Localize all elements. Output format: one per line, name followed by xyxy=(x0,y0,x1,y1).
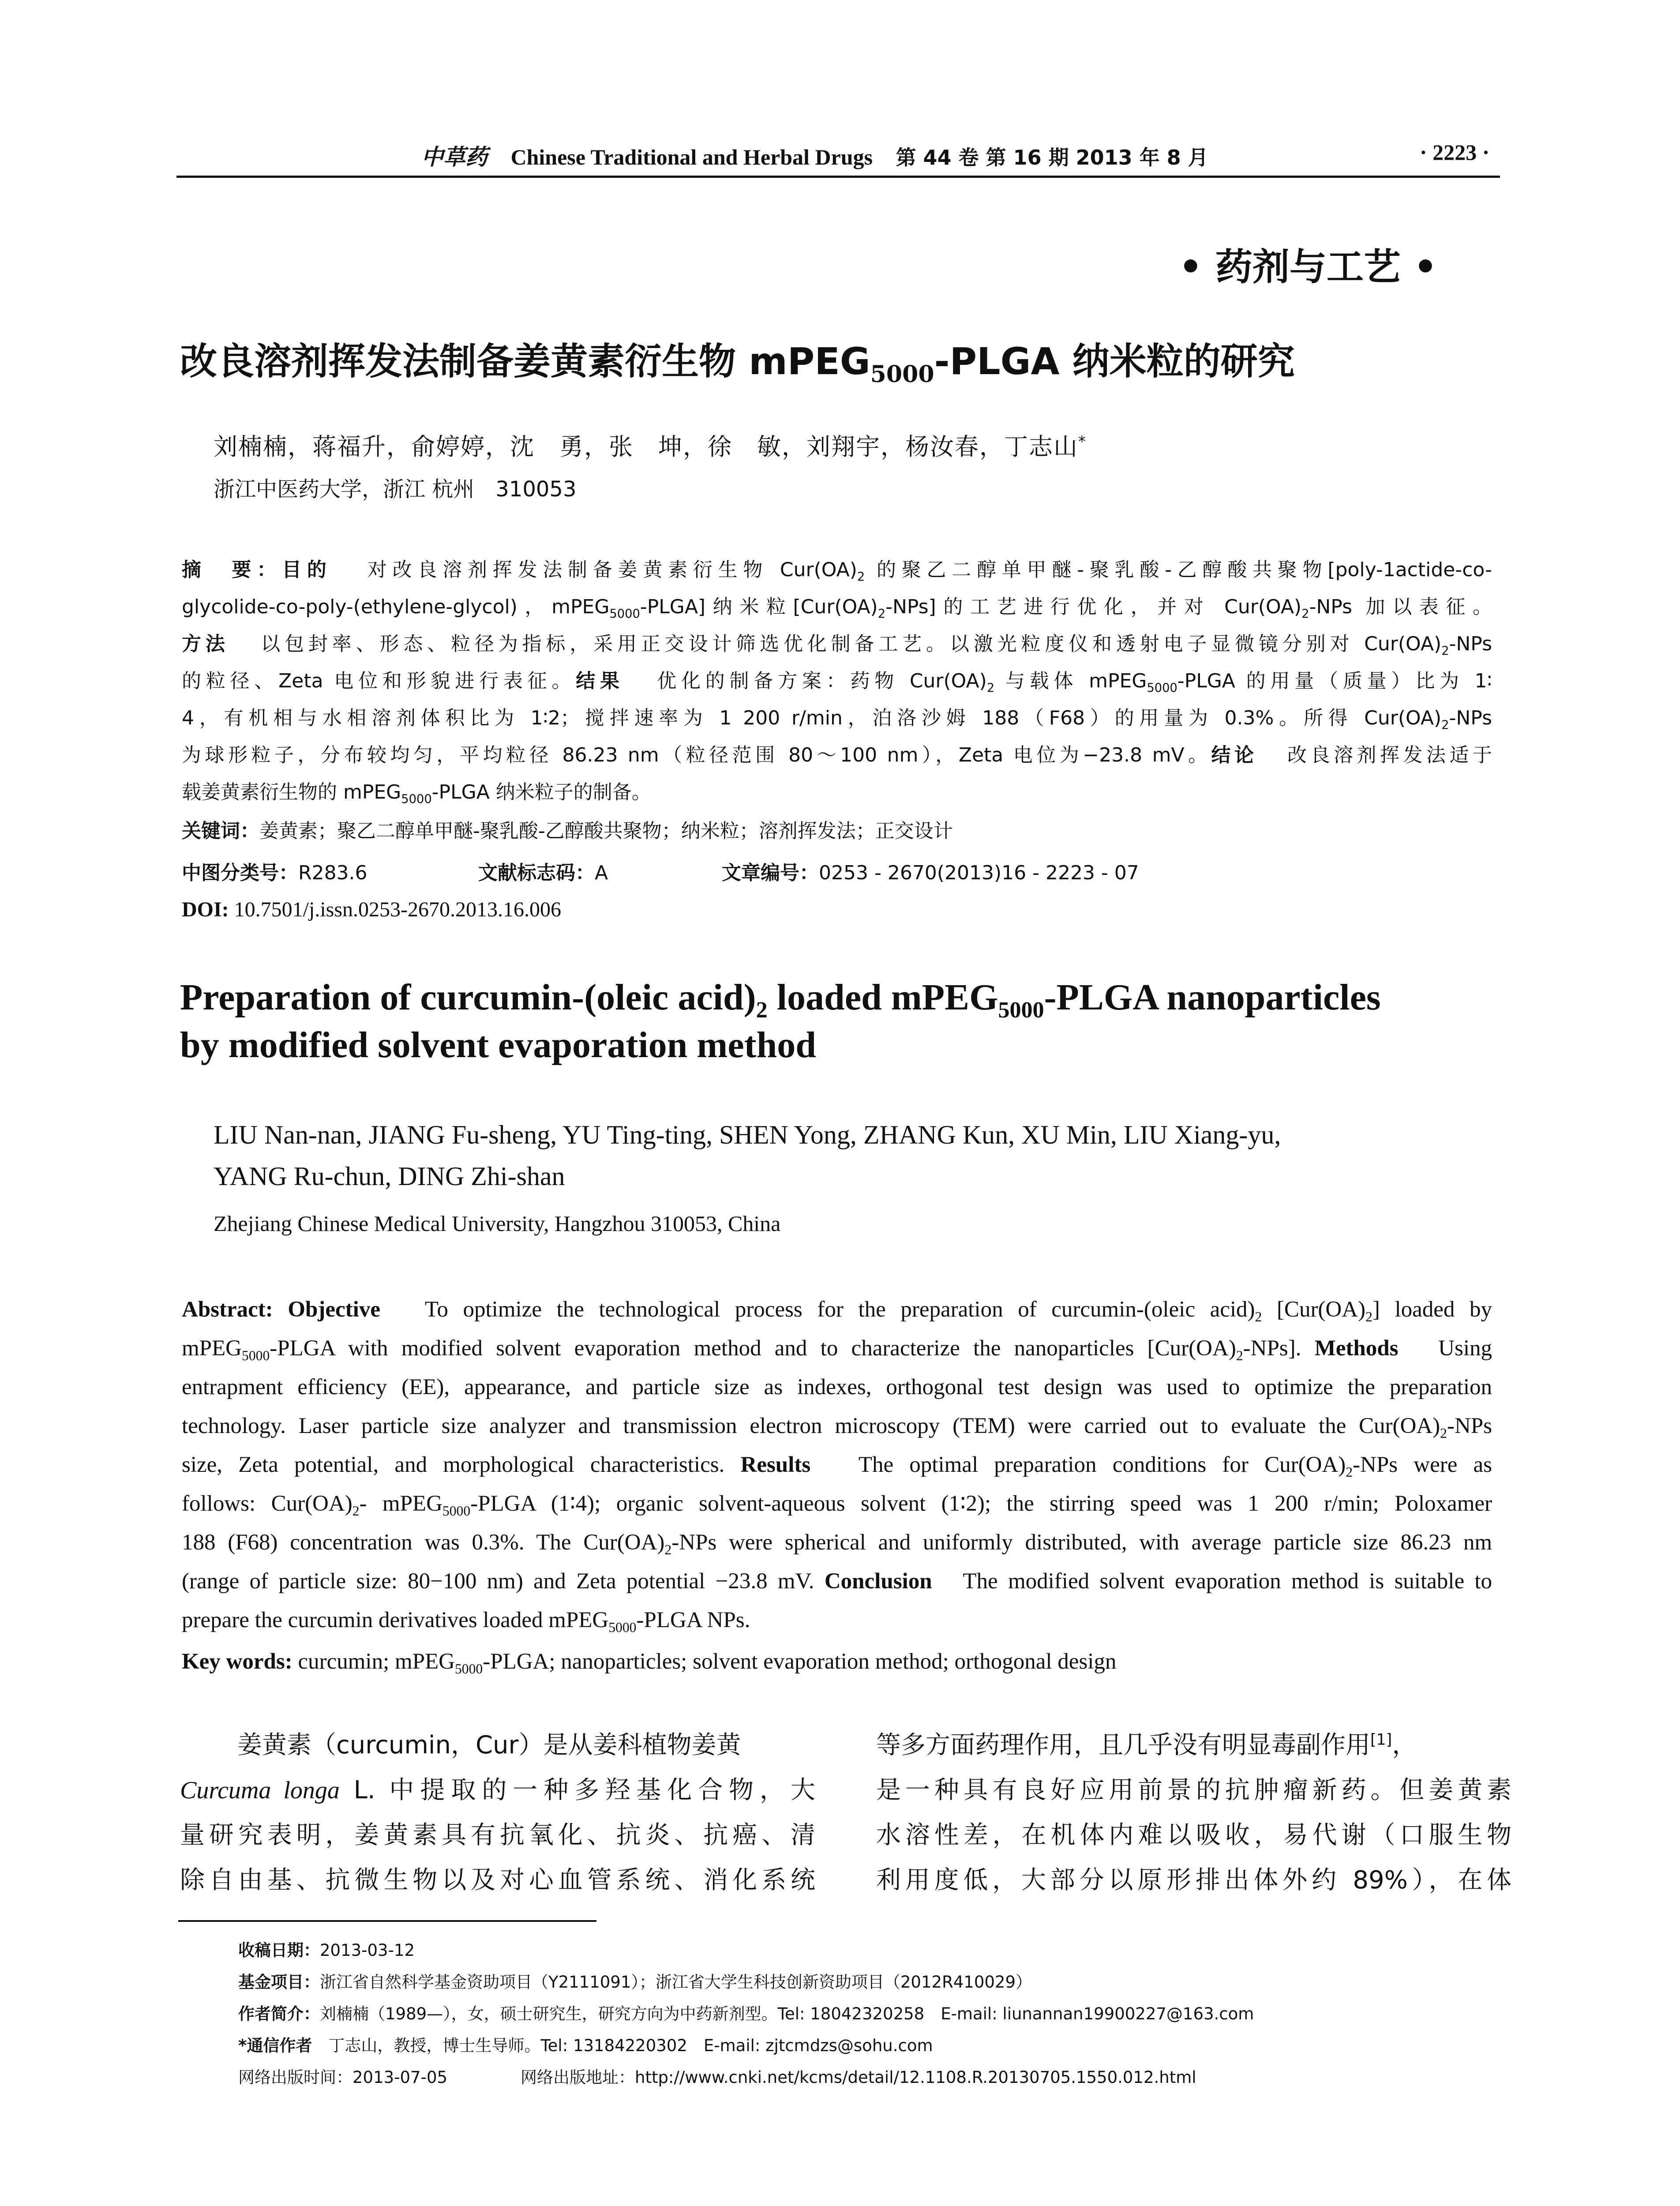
section-label: • 药剂与工艺 • xyxy=(1179,245,1437,289)
abstract-en-text: -NPs were spherical and uniformly distributed, with average particle size 86.23 nm xyxy=(671,1530,1492,1555)
authors-en-line-2: YANG Ru-chun, DING Zhi-shan xyxy=(214,1162,565,1191)
keywords-cn xyxy=(182,814,1492,849)
subscript: 5000 xyxy=(608,1620,637,1636)
methods-en-label: Methods xyxy=(1314,1336,1399,1361)
abstract-cn-line-6 xyxy=(182,738,1492,773)
footnote-corresponding xyxy=(238,2032,933,2056)
abstract-en-line-4 xyxy=(182,1407,1492,1445)
fund-text: 浙江省自然科学基金资助项目（Y2111091）；浙江省大学生科技创新资助项目（2012R410029） xyxy=(320,1973,1032,1992)
running-header xyxy=(421,139,1208,171)
subscript: 5000 xyxy=(401,792,432,806)
abstract-en-text: size, Zeta potential, and morphological characteristics. xyxy=(182,1452,725,1477)
abstract-en-line-7 xyxy=(182,1523,1492,1562)
abstract-en-text: The modified solvent evaporation method is suitable to xyxy=(963,1569,1492,1594)
abstract-en-text: To optimize the technological process for the preparation of curcumin-(oleic acid) xyxy=(424,1297,1255,1322)
results-en-label: Results xyxy=(740,1452,811,1477)
abstract-en-text: -NPs were as xyxy=(1353,1452,1492,1477)
clc-label: 中图分类号： xyxy=(182,862,298,884)
abstract-en-line-9 xyxy=(182,1601,1492,1639)
doi-value: 10.7501/j.issn.0253-2670.2013.16.006 xyxy=(229,898,562,921)
abstract-en-line-1 xyxy=(182,1290,1492,1329)
title-en-line-1 xyxy=(180,976,1381,1023)
abstract-cn-text: 以包封率、形态、粒径为指标，采用正交设计筛选优化制备工艺。以激光粒度仪和透射电子显微镜分别对 Cur(OA) xyxy=(261,633,1442,655)
received-label: 收稿日期： xyxy=(238,1941,320,1960)
url-label: 网络出版地址： xyxy=(521,2068,635,2087)
abstract-cn-text: -PLGA 纳米粒子的制备。 xyxy=(431,781,651,803)
body-text: ， xyxy=(1392,1731,1417,1760)
abstract-en-text: - mPEG xyxy=(359,1491,442,1516)
abstract-en-text: -PLGA (1∶4); organic solvent-aqueous solvent (1∶2); the stirring speed was 1 200 r/min; Poloxamer xyxy=(470,1491,1492,1516)
doc-code-label: 文献标志码： xyxy=(478,862,595,884)
subscript: 5000 xyxy=(1147,681,1178,695)
abstract-cn-text: -NPs 加以表征。 xyxy=(1309,596,1492,618)
subscript: 2 xyxy=(1440,1426,1447,1441)
keywords-cn-text: 姜黄素；聚乙二醇单甲醚-聚乳酸-乙醇酸共聚物；纳米粒；溶剂挥发法；正交设计 xyxy=(259,820,953,842)
abstract-en-line-2 xyxy=(182,1329,1492,1368)
subscript: 5000 xyxy=(609,607,640,621)
keywords-en-text: curcumin; mPEG xyxy=(292,1649,455,1674)
abstract-cn-text: 为球形粒子，分布较均匀，平均粒径 86.23 nm（粒径范围 80～100 nm），Zeta 电位为−23.8 mV。 xyxy=(182,744,1211,766)
subscript: 2 xyxy=(756,997,768,1023)
abstract-cn-line-3 xyxy=(182,627,1492,662)
abstract-cn-text: 优化的制备方案：药物 Cur(OA) xyxy=(657,670,987,692)
abstract-cn-line-7 xyxy=(182,775,1492,810)
abstract-cn-text: 4，有机相与水相溶剂体积比为 1∶2；搅拌速率为 1 200 r/min，泊洛沙姆 188（F68）的用量为 0.3%。所得 Cur(OA) xyxy=(182,707,1442,729)
title-en-text: Preparation of curcumin-(oleic acid) xyxy=(180,977,756,1018)
subscript: 2 xyxy=(664,1542,672,1558)
abstract-cn-line-4 xyxy=(182,664,1492,699)
article-number-label: 文章编号： xyxy=(722,862,819,884)
affiliation-cn: 浙江中医药大学，浙江 杭州 310053 xyxy=(214,477,577,502)
abstract-cn-text: 改良溶剂挥发法适于 xyxy=(1287,744,1492,766)
subscript: 2 xyxy=(1255,1309,1262,1325)
title-en-text: -PLGA nanoparticles xyxy=(1044,977,1381,1018)
body-right-line-4: 利用度低，大部分以原形排出体外约 89%），在体 xyxy=(876,1866,1511,1895)
footnote-online xyxy=(238,2064,447,2088)
abstract-en-text: Using xyxy=(1438,1336,1492,1361)
keywords-en-text: -PLGA; nanoparticles; solvent evaporation method; orthogonal design xyxy=(483,1649,1117,1674)
subscript: 2 xyxy=(878,607,886,621)
title-cn-sub: 5000 xyxy=(870,360,934,388)
abstract-en-text: [Cur(OA) xyxy=(1262,1297,1366,1322)
journal-name-en: Chinese Traditional and Herbal Drugs xyxy=(510,145,873,169)
abstract-en-label: Abstract: xyxy=(182,1297,273,1322)
subscript: 2 xyxy=(1441,644,1449,658)
classification-line xyxy=(182,857,368,885)
abstract-en-text: The optimal preparation conditions for Cur(OA) xyxy=(858,1452,1346,1477)
abstract-en-text: follows: Cur(OA) xyxy=(182,1491,352,1516)
footnote-rule xyxy=(178,1920,596,1922)
doc-code xyxy=(478,857,608,885)
subscript: 2 xyxy=(352,1503,360,1519)
subscript: 5000 xyxy=(455,1661,483,1677)
body-left-line-4: 除自由基、抗微生物以及对心血管系统、消化系统 xyxy=(180,1866,815,1895)
fund-label: 基金项目： xyxy=(238,1973,320,1992)
abstract-en-line-5 xyxy=(182,1445,1492,1484)
abstract-cn-text: -NPs xyxy=(1449,707,1492,729)
online-url[interactable]: http://www.cnki.net/kcms/detail/12.1108.R.20130705.1550.012.html xyxy=(635,2068,1196,2087)
body-left-line-1: 姜黄素（curcumin，Cur）是从姜科植物姜黄 xyxy=(237,1731,741,1760)
abstract-en-line-3: entrapment efficiency (EE), appearance, and particle size as indexes, orthogonal test design was used to optimize the preparation xyxy=(182,1375,1492,1399)
subscript: 2 xyxy=(1441,718,1449,732)
abstract-en-line-6 xyxy=(182,1484,1492,1523)
abstract-en-text: 188 (F68) concentration was 0.3%. The Cur(OA) xyxy=(182,1530,665,1555)
result-label: 结果 xyxy=(576,670,624,692)
subscript: 5000 xyxy=(998,997,1044,1023)
author-bio-text: 刘楠楠（1989—），女，硕士研究生，研究方向为中药新剂型。Tel: 18042320258 E-mail: liunannan19900227@163.com xyxy=(320,2004,1254,2023)
abstract-cn-text: 的聚乙二醇单甲醚-聚乳酸-乙醇酸共聚物[poly-1actide-co- xyxy=(865,559,1492,581)
online-label: 网络出版时间： xyxy=(238,2068,352,2087)
subscript: 2 xyxy=(857,570,865,584)
subscript: 2 xyxy=(1301,607,1309,621)
method-label: 方法 xyxy=(182,633,229,655)
journal-name-cn: 中草药 xyxy=(421,144,488,170)
abstract-label: 摘 要： xyxy=(182,559,282,581)
abstract-cn-text: -NPs xyxy=(1449,633,1492,655)
abstract-cn-text: -PLGA 的用量（质量）比为 1∶ xyxy=(1177,670,1492,692)
clc-value: R283.6 xyxy=(298,862,368,884)
objective-label: 目的 xyxy=(282,559,332,581)
body-left-line-2 xyxy=(180,1768,815,1812)
authors-en-line-1: LIU Nan-nan, JIANG Fu-sheng, YU Ting-ting, SHEN Yong, ZHANG Kun, XU Min, LIU Xiang-yu, xyxy=(214,1120,1281,1149)
subscript: 2 xyxy=(1236,1348,1243,1364)
title-cn-main: 改良溶剂挥发法制备姜黄素衍生物 mPEG xyxy=(180,340,870,383)
abstract-cn-text: 与载体 mPEG xyxy=(994,670,1147,692)
title-en-text: loaded mPEG xyxy=(767,977,998,1018)
body-right-line-3: 水溶性差，在机体内难以吸收，易代谢（口服生物 xyxy=(876,1821,1511,1850)
author-bio-label: 作者简介： xyxy=(238,2004,320,2023)
abstract-cn-text: -PLGA]纳米粒[Cur(OA) xyxy=(640,596,878,618)
issue-info: 第 44 卷 第 16 期 2013 年 8 月 xyxy=(896,146,1208,169)
corresponding-text: 丁志山，教授，博士生导师。Tel: 13184220302 E-mail: zjtcmdzs@sohu.com xyxy=(312,2036,933,2055)
subscript: 5000 xyxy=(442,1503,471,1519)
title-cn-end: -PLGA 纳米粒的研究 xyxy=(934,340,1295,383)
abstract-cn-text: glycolide-co-poly-(ethylene-glycol)，mPEG xyxy=(182,596,610,618)
doi-label: DOI: xyxy=(182,898,229,921)
corresponding-label: *通信作者 xyxy=(238,2036,312,2055)
abstract-cn-text: 对改良溶剂挥发法制备姜黄素衍生物 Cur(OA) xyxy=(367,559,857,581)
article-number xyxy=(722,857,1139,885)
citation: [1] xyxy=(1370,1731,1392,1749)
abstract-cn-text: 的粒径、Zeta 电位和形貌进行表征。 xyxy=(182,670,576,692)
title-en-line-2: by modified solvent evaporation method xyxy=(180,1024,817,1065)
abstract-en-line-8 xyxy=(182,1562,1492,1601)
online-date: 2013-07-05 xyxy=(352,2068,448,2087)
abstract-en-text: ] loaded by xyxy=(1372,1297,1492,1322)
conclusion-label: 结论 xyxy=(1211,744,1258,766)
objective-en-label: Objective xyxy=(288,1297,380,1322)
abstract-en-text: technology. Laser particle size analyzer and transmission electron microscopy (TEM) were carried out to evaluate the Cur(OA) xyxy=(182,1414,1440,1438)
footnote-fund xyxy=(238,1969,1032,1992)
abstract-cn-text: -NPs]的工艺进行优化，并对 Cur(OA) xyxy=(885,596,1302,618)
keywords-en-label: Key words: xyxy=(182,1649,292,1674)
body-left-line-3: 量研究表明，姜黄素具有抗氧化、抗炎、抗癌、清 xyxy=(180,1821,815,1850)
keywords-cn-label: 关键词： xyxy=(182,820,259,842)
body-right-line-1 xyxy=(876,1723,1511,1767)
abstract-cn-text: 载姜黄素衍生物的 mPEG xyxy=(182,781,401,803)
authors-cn xyxy=(214,428,1087,462)
abstract-en-text: -NPs xyxy=(1447,1414,1492,1438)
abstract-en-text: -PLGA NPs. xyxy=(636,1608,750,1632)
subscript: 2 xyxy=(1346,1464,1353,1480)
doi xyxy=(182,897,561,922)
abstract-cn-line-2 xyxy=(182,589,1492,625)
subscript: 5000 xyxy=(242,1348,270,1364)
title-cn xyxy=(180,332,1295,388)
abstract-en-text: prepare the curcumin derivatives loaded mPEG xyxy=(182,1608,609,1632)
footnote-received xyxy=(238,1937,415,1961)
abstract-en-text: (range of particle size: 80−100 nm) and Zeta potential −23.8 mV. xyxy=(182,1569,814,1594)
body-text: 等多方面药理作用，且几乎没有明显毒副作用 xyxy=(876,1731,1370,1760)
received-date: 2013-03-12 xyxy=(320,1941,415,1960)
subscript: 2 xyxy=(1365,1309,1372,1325)
body-text: L. 中提取的一种多羟基化合物，大 xyxy=(339,1776,815,1805)
abstract-cn-line-5 xyxy=(182,701,1492,736)
article-number-value: 0253 - 2670(2013)16 - 2223 - 07 xyxy=(819,862,1139,884)
subscript: 2 xyxy=(986,681,995,695)
footnote-url xyxy=(521,2064,1196,2088)
header-rule xyxy=(176,176,1500,178)
authors-cn-text: 刘楠楠，蒋福升，俞婷婷，沈 勇，张 坤，徐 敏，刘翔宇，杨汝春，丁志山 xyxy=(214,433,1078,461)
affiliation-en: Zhejiang Chinese Medical University, Hangzhou 310053, China xyxy=(214,1211,781,1236)
abstract-en-text: -PLGA with modified solvent evaporation method and to characterize the nanoparticles [Cur(OA) xyxy=(270,1336,1236,1361)
page-number: · 2223 · xyxy=(1420,140,1490,165)
body-right-line-2: 是一种具有良好应用前景的抗肿瘤新药。但姜黄素 xyxy=(876,1776,1511,1805)
abstract-en-text: mPEG xyxy=(182,1336,242,1361)
abstract-cn-line-1 xyxy=(182,552,1492,588)
species-name: Curcuma longa xyxy=(180,1777,340,1804)
keywords-en xyxy=(182,1642,1492,1681)
conclusion-en-label: Conclusion xyxy=(824,1569,932,1594)
doc-code-value: A xyxy=(595,862,608,884)
abstract-en-text: -NPs]. xyxy=(1243,1336,1301,1361)
footnote-author xyxy=(238,2000,1254,2024)
corresponding-mark: * xyxy=(1078,433,1087,450)
